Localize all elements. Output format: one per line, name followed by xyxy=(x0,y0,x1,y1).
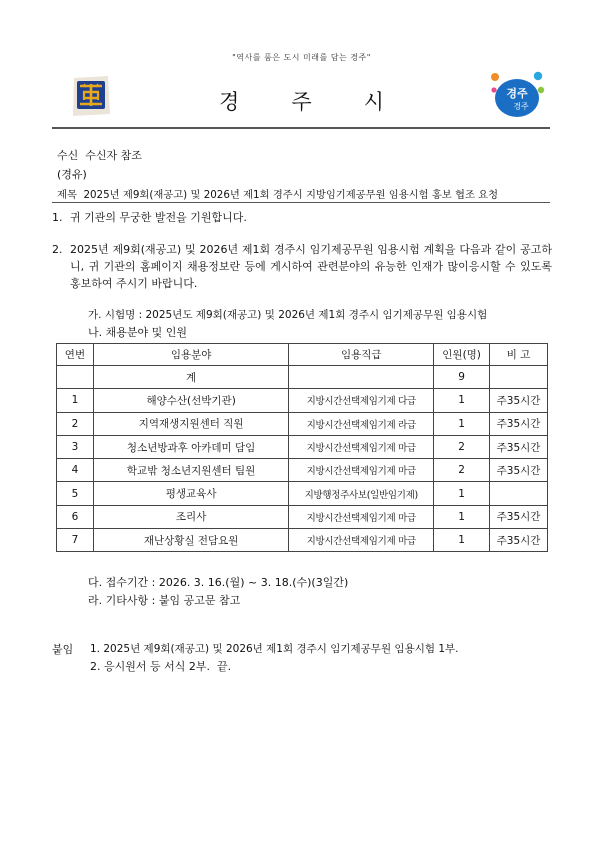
col-header-note: 비 고 xyxy=(490,344,548,366)
table-row xyxy=(57,529,548,552)
paragraph-1 xyxy=(52,209,552,226)
item-other: 라. 기타사항 : 붙임 공고문 참고 xyxy=(88,594,241,607)
subject-label: 제목 xyxy=(57,189,77,201)
title-char-2: 주 xyxy=(291,90,312,114)
recruitment-table xyxy=(56,343,548,552)
row-grade: 지방시간선택제임기제 마급 xyxy=(289,459,434,482)
item-exam-name: 가. 시험명 : 2025년도 제9회(재공고) 및 2026년 제1회 경주시 임기제공무원 임용시험 xyxy=(88,309,488,321)
subject-line xyxy=(57,186,498,201)
recipient-label: 수신 xyxy=(57,149,79,162)
paragraph-2-number: 2. xyxy=(52,243,63,256)
table-total-row xyxy=(57,366,548,389)
table-row xyxy=(57,482,548,505)
row-count: 1 xyxy=(434,412,490,435)
via-line: (경유) xyxy=(57,168,87,181)
row-field: 재난상황실 전담요원 xyxy=(93,529,288,552)
title-char-3: 시 xyxy=(363,90,384,114)
slogan: "역사를 품은 도시 미래를 담는 경주" xyxy=(232,53,371,62)
row-note: 주35시간 xyxy=(490,435,548,458)
row-field: 지역재생지원센터 직원 xyxy=(93,412,288,435)
row-no: 1 xyxy=(57,389,94,412)
recipient-value: 수신자 참조 xyxy=(85,149,142,162)
row-no: 3 xyxy=(57,435,94,458)
table-row xyxy=(57,459,548,482)
row-field: 청소년방과후 아카데미 담임 xyxy=(93,435,288,458)
attachment-item-2 xyxy=(90,658,231,674)
row-note: 주35시간 xyxy=(490,459,548,482)
table-row xyxy=(57,412,548,435)
row-field: 평생교육사 xyxy=(93,482,288,505)
paragraph-1-number: 1. xyxy=(52,211,63,224)
total-label: 계 xyxy=(93,366,288,389)
title-char-1: 경 xyxy=(219,90,240,114)
row-grade: 지방시간선택제임기제 마급 xyxy=(289,505,434,528)
end-mark: 끝. xyxy=(216,660,232,673)
item-recruit-field: 나. 채용분야 및 인원 xyxy=(88,326,187,339)
row-grade: 지방시간선택제임기제 마급 xyxy=(289,529,434,552)
brand-logo-text-1: 경주 xyxy=(506,87,528,100)
row-field: 학교밖 청소년지원센터 팀원 xyxy=(93,459,288,482)
table-row xyxy=(57,389,548,412)
row-no: 4 xyxy=(57,459,94,482)
table-row xyxy=(57,505,548,528)
row-note xyxy=(490,482,548,505)
table-row xyxy=(57,435,548,458)
attachment-label: 붙임 xyxy=(52,643,74,656)
row-count: 2 xyxy=(434,435,490,458)
row-note: 주35시간 xyxy=(490,412,548,435)
col-header-grade: 임용직급 xyxy=(289,344,434,366)
row-count: 2 xyxy=(434,459,490,482)
paragraph-2 xyxy=(52,241,552,292)
row-no: 5 xyxy=(57,482,94,505)
row-field: 해양수산(선박기관) xyxy=(93,389,288,412)
attachment-item-2-text: 2. 응시원서 등 서식 2부. xyxy=(90,660,210,673)
col-header-no: 연번 xyxy=(57,344,94,366)
row-field: 조리사 xyxy=(93,505,288,528)
header-divider xyxy=(52,127,550,129)
row-grade: 지방행정주사보(일반임기제) xyxy=(289,482,434,505)
item-application-period: 다. 접수기간 : 2026. 3. 16.(월) ~ 3. 18.(수)(3일간) xyxy=(88,576,349,589)
paragraph-1-text: 귀 기관의 무궁한 발전을 기원합니다. xyxy=(70,211,247,224)
row-no: 6 xyxy=(57,505,94,528)
row-count: 1 xyxy=(434,505,490,528)
row-grade: 지방시간선택제임기제 다급 xyxy=(289,389,434,412)
row-grade: 지방시간선택제임기제 마급 xyxy=(289,435,434,458)
row-no: 7 xyxy=(57,529,94,552)
row-count: 1 xyxy=(434,389,490,412)
paragraph-2-text: 2025년 제9회(재공고) 및 2026년 제1회 경주시 임기제공무원 임용시험 계획을 다음과 같이 공고하니, 귀 기관의 홈페이지 채용정보란 등에 게시하여 관련분야의 유능한 인재가 많이응시할 수 있도록 홍보하여 주시기 바랍니다. xyxy=(70,243,552,290)
row-count: 1 xyxy=(434,482,490,505)
row-note: 주35시간 xyxy=(490,389,548,412)
col-header-field: 임용분야 xyxy=(93,344,288,366)
city-brand-logo-icon xyxy=(488,68,546,120)
table-header-row xyxy=(57,344,548,366)
subject-divider xyxy=(52,202,550,203)
row-note: 주35시간 xyxy=(490,505,548,528)
brand-logo-text-2: 경주 xyxy=(513,102,529,111)
attachment-item-1: 1. 2025년 제9회(재공고) 및 2026년 제1회 경주시 임기제공무원 임용시험 1부. xyxy=(90,643,459,655)
recipient-line xyxy=(57,147,142,163)
row-note: 주35시간 xyxy=(490,529,548,552)
row-grade: 지방시간선택제임기제 라급 xyxy=(289,412,434,435)
total-count: 9 xyxy=(434,366,490,389)
col-header-count: 인원(명) xyxy=(434,344,490,366)
subject-value: 2025년 제9회(재공고) 및 2026년 제1회 경주시 지방임기제공무원 임용시험 홍보 협조 요청 xyxy=(83,189,499,201)
row-no: 2 xyxy=(57,412,94,435)
row-count: 1 xyxy=(434,529,490,552)
